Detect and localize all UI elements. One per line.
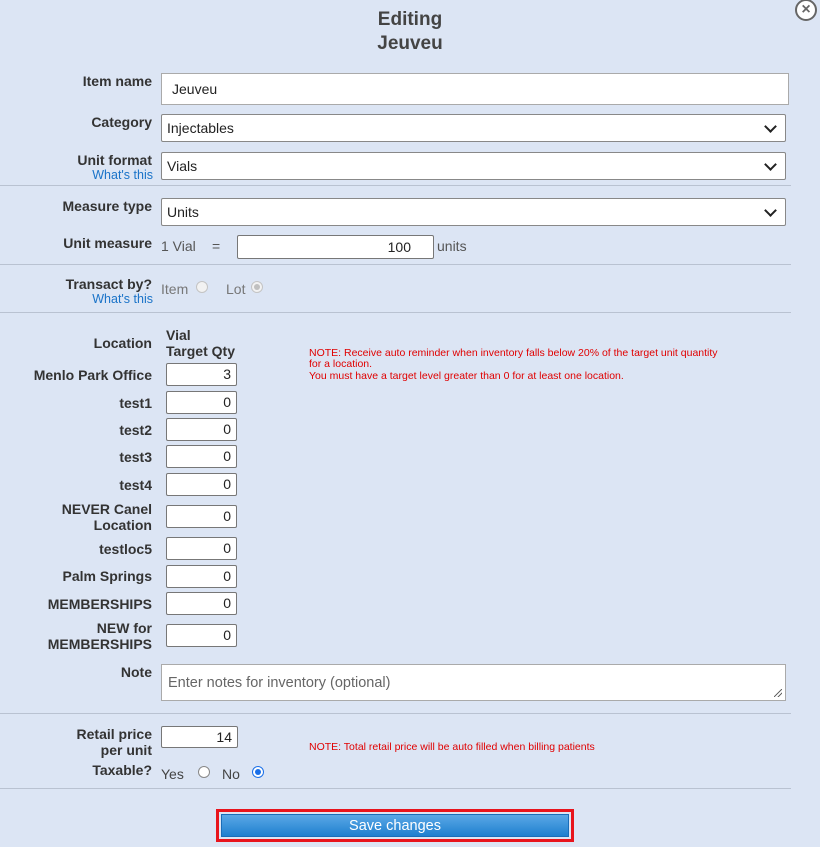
equals-sign: = — [212, 238, 221, 254]
note-label: Note — [120, 664, 152, 680]
unit-format-select[interactable] — [161, 152, 786, 180]
retail-price-label: Retail price — [76, 726, 152, 742]
measure-type-select[interactable] — [161, 198, 786, 226]
transact-lot-label: Lot — [226, 281, 246, 297]
location-label-line2: Location — [93, 517, 152, 533]
divider — [0, 264, 791, 265]
unit-measure-input[interactable]: 100 — [237, 235, 434, 259]
category-select[interactable] — [161, 114, 786, 142]
col-header-target-qty: Target Qty — [166, 343, 235, 359]
col-header-vial: Vial — [166, 327, 191, 343]
location-qty-input[interactable]: 0 — [166, 565, 237, 588]
item-name-input[interactable]: Jeuveu — [161, 73, 789, 105]
location-qty-input[interactable]: 0 — [166, 418, 237, 441]
taxable-yes-label: Yes — [161, 766, 184, 782]
location-header: Location — [93, 335, 152, 351]
divider — [0, 312, 791, 313]
editing-title: Editing — [377, 9, 443, 30]
location-qty-input[interactable]: 0 — [166, 537, 237, 560]
divider — [0, 713, 791, 714]
location-label: Palm Springs — [62, 568, 152, 584]
location-qty-input[interactable]: 3 — [166, 363, 237, 386]
location-qty-input[interactable]: 0 — [166, 505, 237, 528]
location-label: NEW for — [96, 620, 152, 636]
divider — [0, 788, 791, 789]
location-label: test1 — [119, 395, 152, 411]
location-label: NEVER Canel — [61, 501, 152, 517]
transact-help-link[interactable]: What's this — [92, 292, 153, 306]
retail-note: NOTE: Total retail price will be auto filled when billing patients — [309, 741, 595, 753]
transact-lot-radio[interactable] — [251, 281, 263, 293]
unit-format-help-link[interactable]: What's this — [92, 168, 153, 182]
unit-format-label: Unit format — [77, 152, 152, 168]
category-value: Injectables — [167, 120, 234, 136]
unit-measure-suffix: units — [437, 238, 467, 254]
divider — [0, 185, 791, 186]
measure-type-label: Measure type — [62, 198, 152, 214]
location-qty-input[interactable]: 0 — [166, 592, 237, 615]
note-textarea[interactable]: Enter notes for inventory (optional) — [161, 664, 786, 701]
unit-measure-label: Unit measure — [63, 235, 152, 251]
location-label: test3 — [119, 449, 152, 465]
save-changes-button[interactable]: Save changes — [221, 814, 569, 837]
chevron-down-icon — [764, 204, 777, 217]
location-label-line2: MEMBERSHIPS — [47, 636, 152, 652]
location-note-line2: for a location. — [309, 358, 373, 370]
unit-format-value: Vials — [167, 158, 198, 174]
location-note-line1: NOTE: Receive auto reminder when inventory falls below 20% of the target unit quantity — [309, 347, 718, 359]
transact-by-label: Transact by? — [65, 276, 152, 292]
chevron-down-icon — [764, 120, 777, 133]
location-qty-input[interactable]: 0 — [166, 391, 237, 414]
item-name-label: Item name — [82, 73, 152, 89]
location-label: test4 — [119, 477, 152, 493]
taxable-no-label: No — [222, 766, 240, 782]
measure-type-value: Units — [167, 204, 199, 220]
save-highlight — [216, 809, 574, 842]
location-qty-input[interactable]: 0 — [166, 445, 237, 468]
location-label: Menlo Park Office — [33, 367, 152, 383]
location-label: MEMBERSHIPS — [47, 596, 152, 612]
location-label: testloc5 — [99, 541, 152, 557]
location-note-line3: You must have a target level greater than 0 for at least one location. — [309, 370, 624, 382]
location-label: test2 — [119, 422, 152, 438]
item-title: Jeuveu — [377, 33, 443, 54]
location-qty-input[interactable]: 0 — [166, 624, 237, 647]
transact-item-label: Item — [161, 281, 189, 297]
taxable-label: Taxable? — [92, 762, 152, 778]
category-label: Category — [91, 114, 152, 130]
location-qty-input[interactable]: 0 — [166, 473, 237, 496]
transact-item-radio[interactable] — [196, 281, 208, 293]
taxable-yes-radio[interactable] — [198, 766, 210, 778]
taxable-no-radio[interactable] — [252, 766, 264, 778]
chevron-down-icon — [764, 158, 777, 171]
retail-price-label-line2: per unit — [100, 742, 152, 758]
retail-price-input[interactable]: 14 — [161, 726, 238, 748]
resize-handle-icon[interactable] — [774, 689, 782, 697]
unit-measure-prefix: 1 Vial — [161, 238, 196, 254]
close-icon[interactable]: × — [795, 0, 817, 21]
